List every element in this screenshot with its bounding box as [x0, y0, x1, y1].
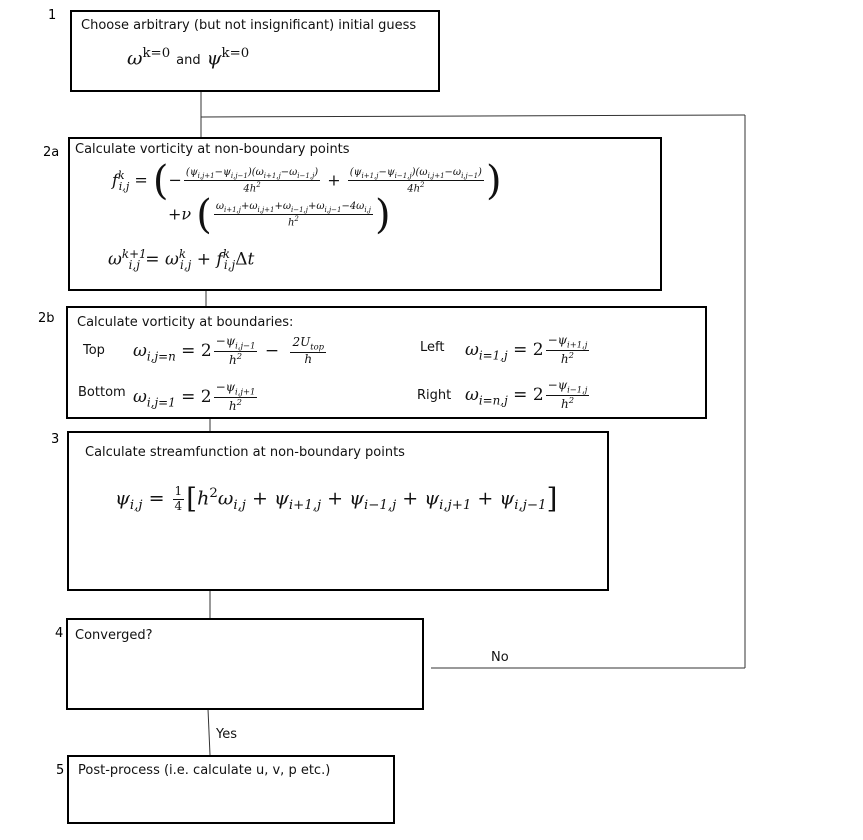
step-2b-number: 2b — [38, 311, 55, 326]
vorticity-update-formula: $\omega^{k+1}_{i,j} = \omega^k_{i,j} + f^k_{i,j}\Delta t$ — [108, 247, 255, 273]
yes-edge-label: Yes — [216, 727, 237, 742]
step-3-title: Calculate streamfunction at non-boundary points — [85, 445, 405, 460]
step-4-box — [66, 618, 424, 710]
streamfunction-formula: $\psi_{i,j}$ = $\frac{1}{4}$ $[h^2\omega_{i,j} + \psi_{i+1,j} + \psi_{i-1,j} + \psi_{i,j+1} + \psi_{i,j-1}]$ — [115, 482, 558, 516]
step-2a-number: 2a — [43, 145, 60, 160]
and-label: and — [176, 53, 201, 69]
top-label: Top — [83, 343, 105, 358]
step-3-number: 3 — [51, 432, 60, 447]
step-4-title: Converged? — [75, 628, 153, 643]
step-5-title: Post-process (i.e. calculate u, v, p etc.) — [78, 763, 331, 778]
bottom-boundary-formula: $\omega_{i,j=1} = 2$ $\frac{-\psi_{i,j+1}}{h^2}$ — [133, 380, 256, 414]
right-label: Right — [417, 388, 452, 403]
step-2b-title: Calculate vorticity at boundaries: — [77, 315, 294, 330]
vorticity-diffusion-term: +ν ( $\frac{\omega_{i+1,j}+\omega_{i,j+1}+\omega_{i-1,j}+\omega_{i,j-1}-4\omega_{i,j}}{h^2}$ ) — [168, 192, 391, 238]
connector-4-to-5 — [208, 709, 210, 755]
step-4-number: 4 — [55, 626, 64, 641]
bottom-label: Bottom — [78, 385, 126, 400]
step-2a-box — [68, 137, 662, 291]
right-boundary-formula: $\omega_{i=n,j} = 2$ $\frac{-\psi_{i-1,j}}{h^2}$ — [465, 378, 588, 412]
step-1-box — [70, 10, 440, 92]
left-boundary-formula: $\omega_{i=1,j} = 2$ $\frac{-\psi_{i+1,j}}{h^2}$ — [465, 333, 588, 367]
top-boundary-formula: $\omega_{i,j=n} = 2$ $\frac{-\psi_{i,j-1}}{h^2}$ − $\frac{2U_{top}}{h}$ — [133, 334, 324, 368]
initial-guess-formula: $\omega^{k=0}$ and $\psi^{k=0}$ — [127, 46, 250, 70]
no-edge-label: No — [491, 650, 509, 665]
step-1-number: 1 — [48, 8, 57, 23]
step-1-title: Choose arbitrary (but not insignificant) initial guess — [81, 18, 417, 33]
step-2a-title: Calculate vorticity at non-boundary points — [75, 142, 350, 157]
step-2b-box — [66, 306, 707, 419]
step-5-number: 5 — [56, 763, 65, 778]
step-3-box — [67, 431, 609, 591]
loop-top-line — [201, 115, 745, 117]
left-label: Left — [420, 340, 445, 355]
vorticity-f-formula: $f^k_{i,j}$ = (− $\frac{(\psi_{i,j+1}-\psi_{i,j-1})(\omega_{i+1,j}-\omega_{i-1,j})}{4h^2}$ + $\frac{(\psi_{i+1,j}-\psi_{i-1,j})(\omega_{i,j+1}-\omega_{i,j-1})}{4h^2}$ ) — [112, 158, 502, 204]
step-5-box — [67, 755, 395, 824]
